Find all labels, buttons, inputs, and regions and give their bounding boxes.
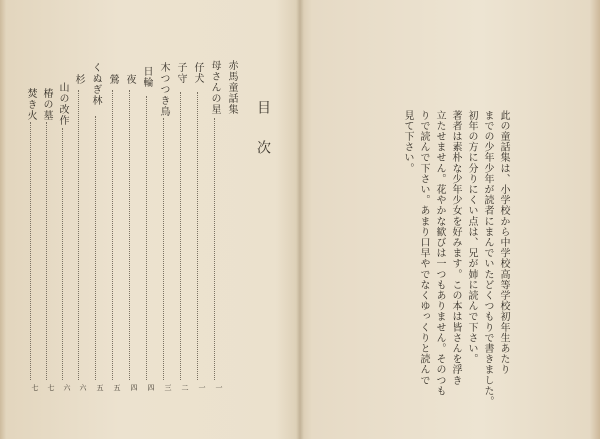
toc-entry-title-8: くぬぎ林 — [90, 62, 101, 106]
toc-page-8: 五 — [96, 384, 104, 391]
toc-leader-4 — [163, 118, 164, 380]
preface-line-6: 見て下さい。 — [402, 110, 413, 174]
toc-entry-title-12: 焚き火 — [25, 88, 36, 121]
toc-leader-7 — [112, 90, 113, 380]
toc-page-3: 二 — [181, 384, 189, 391]
toc-leader-8 — [95, 116, 96, 380]
preface-line-1: までの少年少年が読者にまんでいたどくつもりで書きました。 — [482, 110, 493, 407]
toc-entry-title-11: 椿の墓 — [41, 88, 52, 121]
toc-page-7: 五 — [113, 384, 121, 391]
toc-leader-10 — [62, 128, 63, 380]
preface-line-3: 著者は素朴な少年少女を好みます。この本は皆さんを浮き — [450, 110, 461, 386]
toc-page-12: 七 — [31, 384, 39, 391]
toc-leader-12 — [30, 122, 31, 380]
toc-entry-title-6: 夜 — [124, 74, 135, 85]
toc-entry-title-9: 杉 — [73, 74, 84, 85]
preface-line-0: 此の童話集は、小学校から中学校高等学校初年生あたり — [498, 110, 509, 375]
toc-leader-1 — [214, 118, 215, 380]
toc-leader-5 — [146, 96, 147, 380]
toc-entry-title-7: 鶯 — [107, 74, 118, 85]
toc-page-1: 一 — [215, 384, 223, 391]
toc-page-2: 一 — [198, 384, 206, 391]
toc-leader-3 — [180, 92, 181, 380]
toc-entry-title-1: 母さんの星 — [209, 60, 220, 115]
toc-page-5: 四 — [147, 384, 155, 391]
toc-entry-title-5: 日輪 — [141, 66, 152, 88]
toc-entry-title-3: 子守 — [175, 62, 186, 84]
toc-leader-6 — [129, 90, 130, 380]
toc-leader-11 — [46, 122, 47, 380]
toc-page-11: 七 — [47, 384, 55, 391]
toc-page-9: 六 — [79, 384, 87, 391]
toc-entry-title-0: 赤馬童話集 — [226, 60, 237, 115]
toc-page-10: 六 — [63, 384, 71, 391]
preface-line-4: 立たせません。花やかな歓びは一つもありません。そのつも — [434, 110, 445, 397]
toc-entry-title-4: 木つつき鳥 — [158, 62, 169, 117]
preface-line-5: りで読んで下さい。あまり口早やでなくゆっくりと読んで — [418, 110, 429, 386]
right-page-edge — [590, 0, 600, 439]
toc-entry-title-2: 仔犬 — [192, 62, 203, 84]
toc-entry-title-10: 山の改作 — [57, 82, 68, 126]
toc-leader-9 — [78, 90, 79, 380]
preface-line-2: 初年の方に分りにくい点は、兄が姉に読んで下さい。 — [466, 110, 477, 365]
toc-page-6: 四 — [130, 384, 138, 391]
toc-leader-2 — [197, 92, 198, 380]
left-page-edge — [0, 0, 6, 439]
toc-heading: 目次 — [255, 100, 271, 180]
toc-page-4: 三 — [164, 384, 172, 391]
book-gutter — [296, 0, 304, 439]
